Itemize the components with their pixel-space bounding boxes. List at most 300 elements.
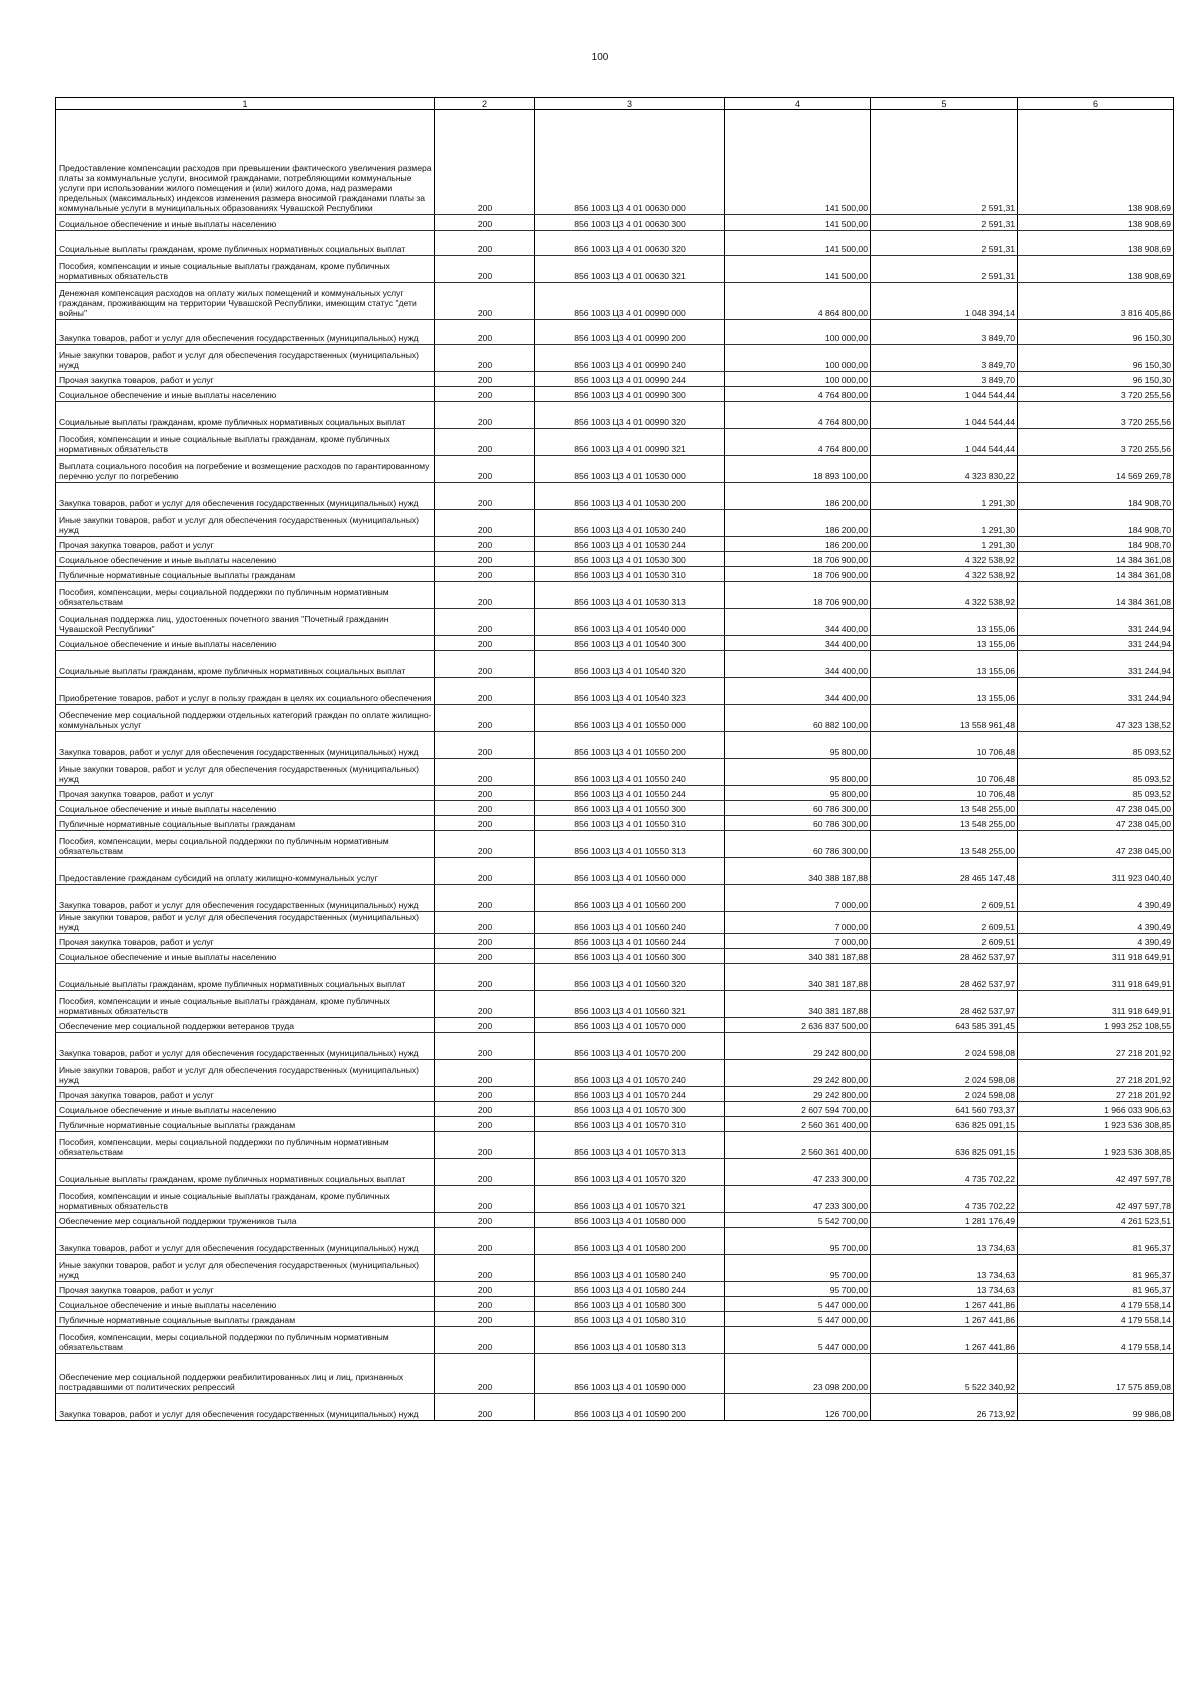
cell-executed: 13 548 255,00: [871, 831, 1018, 858]
cell-name: Закупка товаров, работ и услуг для обеспечения государственных (муниципальных) нужд: [56, 885, 435, 912]
cell-approved: 18 706 900,00: [725, 567, 871, 582]
cell-approved: 47 233 300,00: [725, 1186, 871, 1213]
cell-executed: 13 558 961,48: [871, 705, 1018, 732]
cell-executed: 2 591,31: [871, 256, 1018, 283]
table-row: [56, 567, 1174, 582]
cell-approved: 95 700,00: [725, 1282, 871, 1297]
cell-line-code: 200: [435, 609, 535, 636]
table-row: [56, 831, 1174, 858]
cell-unexecuted: 184 908,70: [1018, 510, 1174, 537]
cell-executed: 1 044 544,44: [871, 387, 1018, 402]
cell-budget-code: 856 1003 Ц3 4 01 10580 200: [535, 1228, 725, 1255]
cell-budget-code: 856 1003 Ц3 4 01 10570 300: [535, 1102, 725, 1117]
table-row: [56, 759, 1174, 786]
cell-unexecuted: 311 918 649,91: [1018, 991, 1174, 1018]
cell-executed: 28 465 147,48: [871, 858, 1018, 885]
cell-executed: 13 155,06: [871, 678, 1018, 705]
cell-unexecuted: 3 720 255,56: [1018, 429, 1174, 456]
cell-executed: 1 267 441,86: [871, 1327, 1018, 1354]
cell-budget-code: 856 1003 Ц3 4 01 10590 200: [535, 1394, 725, 1421]
cell-approved: 100 000,00: [725, 345, 871, 372]
table-row: [56, 1060, 1174, 1087]
cell-approved: 95 800,00: [725, 732, 871, 759]
cell-line-code: 200: [435, 1255, 535, 1282]
cell-budget-code: 856 1003 Ц3 4 01 10580 313: [535, 1327, 725, 1354]
table-row: [56, 429, 1174, 456]
cell-unexecuted: 138 908,69: [1018, 256, 1174, 283]
cell-line-code: 200: [435, 215, 535, 231]
cell-executed: 2 609,51: [871, 934, 1018, 949]
cell-unexecuted: 3 720 255,56: [1018, 387, 1174, 402]
cell-line-code: 200: [435, 759, 535, 786]
table-row: [56, 1327, 1174, 1354]
cell-approved: 141 500,00: [725, 231, 871, 256]
table-row: [56, 456, 1174, 483]
table-row: [56, 1297, 1174, 1312]
cell-unexecuted: 81 965,37: [1018, 1228, 1174, 1255]
cell-unexecuted: 311 923 040,40: [1018, 858, 1174, 885]
cell-budget-code: 856 1003 Ц3 4 01 10540 300: [535, 636, 725, 651]
cell-name: Иные закупки товаров, работ и услуг для обеспечения государственных (муниципальных) нужд: [56, 345, 435, 372]
table-row: [56, 912, 1174, 934]
table-row: [56, 885, 1174, 912]
cell-unexecuted: 47 323 138,52: [1018, 705, 1174, 732]
cell-budget-code: 856 1003 Ц3 4 01 10580 310: [535, 1312, 725, 1327]
cell-line-code: 200: [435, 1132, 535, 1159]
table-row: [56, 964, 1174, 991]
cell-approved: 60 786 300,00: [725, 831, 871, 858]
cell-name: Обеспечение мер социальной поддержки отдельных категорий граждан по оплате жилищно-коммунальных услуг: [56, 705, 435, 732]
cell-approved: 2 607 594 700,00: [725, 1102, 871, 1117]
cell-name: Публичные нормативные социальные выплаты гражданам: [56, 1117, 435, 1132]
cell-line-code: 200: [435, 1282, 535, 1297]
cell-budget-code: 856 1003 Ц3 4 01 10560 244: [535, 934, 725, 949]
cell-executed: 641 560 793,37: [871, 1102, 1018, 1117]
cell-name: Пособия, компенсации, меры социальной поддержки по публичным нормативным обязательствам: [56, 1327, 435, 1354]
cell-line-code: 200: [435, 801, 535, 816]
cell-name: Обеспечение мер социальной поддержки реабилитированных лиц и лиц, признанных пострадавшими от политических репрессий: [56, 1354, 435, 1394]
cell-name: Предоставление компенсации расходов при превышении фактического увеличения размера платы за коммунальные услуги, вносимой гражданами, потребляющими коммунальные услуги при использовании жилого помещения и (или) жилого дома, над размерами предельных (максимальных) индексов изменения размера вносимой гражданами платы за коммунальные услуги в муниципальных образованиях Чувашской Республики: [56, 110, 435, 215]
cell-approved: 100 000,00: [725, 372, 871, 387]
cell-executed: 636 825 091,15: [871, 1117, 1018, 1132]
table-row: [56, 934, 1174, 949]
cell-budget-code: 856 1003 Ц3 4 01 10570 000: [535, 1018, 725, 1033]
cell-executed: 1 291,30: [871, 483, 1018, 510]
cell-line-code: 200: [435, 537, 535, 552]
cell-line-code: 200: [435, 552, 535, 567]
cell-budget-code: 856 1003 Ц3 4 01 00990 321: [535, 429, 725, 456]
cell-name: Публичные нормативные социальные выплаты гражданам: [56, 1312, 435, 1327]
cell-line-code: 200: [435, 1354, 535, 1394]
cell-approved: 60 882 100,00: [725, 705, 871, 732]
table-row: [56, 1087, 1174, 1102]
table-row: [56, 345, 1174, 372]
cell-executed: 3 849,70: [871, 320, 1018, 345]
cell-name: Пособия, компенсации, меры социальной поддержки по публичным нормативным обязательствам: [56, 1132, 435, 1159]
cell-name: Социальные выплаты гражданам, кроме публичных нормативных социальных выплат: [56, 964, 435, 991]
cell-approved: 340 381 187,88: [725, 991, 871, 1018]
cell-unexecuted: 4 390,49: [1018, 912, 1174, 934]
table-row: [56, 402, 1174, 429]
cell-unexecuted: 14 384 361,08: [1018, 552, 1174, 567]
cell-name: Закупка товаров, работ и услуг для обеспечения государственных (муниципальных) нужд: [56, 1228, 435, 1255]
cell-executed: 4 322 538,92: [871, 552, 1018, 567]
cell-line-code: 200: [435, 885, 535, 912]
table-row: [56, 110, 1174, 215]
cell-line-code: 200: [435, 567, 535, 582]
cell-executed: 2 591,31: [871, 215, 1018, 231]
cell-line-code: 200: [435, 483, 535, 510]
cell-unexecuted: 4 390,49: [1018, 934, 1174, 949]
cell-line-code: 200: [435, 1060, 535, 1087]
cell-name: Выплата социального пособия на погребение и возмещение расходов по гарантированному перечню услуг по погребению: [56, 456, 435, 483]
table-body: [56, 110, 1174, 1421]
cell-approved: 95 700,00: [725, 1228, 871, 1255]
cell-approved: 344 400,00: [725, 678, 871, 705]
table-row: [56, 1312, 1174, 1327]
cell-name: Социальные выплаты гражданам, кроме публичных нормативных социальных выплат: [56, 651, 435, 678]
table-row: [56, 1159, 1174, 1186]
cell-unexecuted: 47 238 045,00: [1018, 801, 1174, 816]
cell-unexecuted: 311 918 649,91: [1018, 964, 1174, 991]
cell-executed: 13 734,63: [871, 1255, 1018, 1282]
table-row: [56, 1394, 1174, 1421]
cell-unexecuted: 47 238 045,00: [1018, 831, 1174, 858]
cell-name: Закупка товаров, работ и услуг для обеспечения государственных (муниципальных) нужд: [56, 1033, 435, 1060]
cell-approved: 344 400,00: [725, 636, 871, 651]
cell-executed: 26 713,92: [871, 1394, 1018, 1421]
cell-unexecuted: 14 569 269,78: [1018, 456, 1174, 483]
cell-unexecuted: 85 093,52: [1018, 732, 1174, 759]
cell-approved: 60 786 300,00: [725, 801, 871, 816]
table-row: [56, 732, 1174, 759]
cell-budget-code: 856 1003 Ц3 4 01 10530 313: [535, 582, 725, 609]
cell-line-code: 200: [435, 1087, 535, 1102]
cell-line-code: 200: [435, 387, 535, 402]
cell-line-code: 200: [435, 732, 535, 759]
cell-approved: 95 800,00: [725, 786, 871, 801]
cell-name: Иные закупки товаров, работ и услуг для обеспечения государственных (муниципальных) нужд: [56, 510, 435, 537]
cell-unexecuted: 138 908,69: [1018, 110, 1174, 215]
table-row: [56, 786, 1174, 801]
table-row: [56, 636, 1174, 651]
cell-approved: 7 000,00: [725, 912, 871, 934]
cell-unexecuted: 138 908,69: [1018, 215, 1174, 231]
cell-approved: 141 500,00: [725, 215, 871, 231]
cell-executed: 4 735 702,22: [871, 1159, 1018, 1186]
cell-unexecuted: 85 093,52: [1018, 786, 1174, 801]
cell-unexecuted: 14 384 361,08: [1018, 567, 1174, 582]
cell-budget-code: 856 1003 Ц3 4 01 10550 240: [535, 759, 725, 786]
cell-line-code: 200: [435, 510, 535, 537]
cell-executed: 2 591,31: [871, 110, 1018, 215]
cell-budget-code: 856 1003 Ц3 4 01 10580 240: [535, 1255, 725, 1282]
cell-unexecuted: 3 816 405,86: [1018, 283, 1174, 320]
cell-approved: 100 000,00: [725, 320, 871, 345]
cell-budget-code: 856 1003 Ц3 4 01 10560 000: [535, 858, 725, 885]
cell-budget-code: 856 1003 Ц3 4 01 10530 300: [535, 552, 725, 567]
cell-executed: 636 825 091,15: [871, 1132, 1018, 1159]
table-row: [56, 1255, 1174, 1282]
cell-budget-code: 856 1003 Ц3 4 01 10550 000: [535, 705, 725, 732]
cell-line-code: 200: [435, 1033, 535, 1060]
cell-line-code: 200: [435, 345, 535, 372]
cell-approved: 18 893 100,00: [725, 456, 871, 483]
table-row: [56, 552, 1174, 567]
cell-name: Прочая закупка товаров, работ и услуг: [56, 786, 435, 801]
cell-approved: 141 500,00: [725, 110, 871, 215]
cell-executed: 28 462 537,97: [871, 949, 1018, 964]
cell-unexecuted: 1 923 536 308,85: [1018, 1132, 1174, 1159]
cell-approved: 18 706 900,00: [725, 552, 871, 567]
cell-budget-code: 856 1003 Ц3 4 01 00630 300: [535, 215, 725, 231]
column-header-3: 3: [535, 98, 725, 110]
cell-approved: 344 400,00: [725, 609, 871, 636]
cell-executed: 2 609,51: [871, 912, 1018, 934]
cell-line-code: 200: [435, 582, 535, 609]
cell-executed: 3 849,70: [871, 372, 1018, 387]
cell-unexecuted: 1 993 252 108,55: [1018, 1018, 1174, 1033]
cell-executed: 13 548 255,00: [871, 816, 1018, 831]
cell-name: Закупка товаров, работ и услуг для обеспечения государственных (муниципальных) нужд: [56, 320, 435, 345]
cell-name: Денежная компенсация расходов на оплату жилых помещений и коммунальных услуг гражданам, проживающим на территории Чувашской Республики, имеющим статус "дети войны": [56, 283, 435, 320]
column-header-1: 1: [56, 98, 435, 110]
cell-approved: 4 764 800,00: [725, 387, 871, 402]
cell-approved: 29 242 800,00: [725, 1060, 871, 1087]
table-row: [56, 483, 1174, 510]
cell-executed: 28 462 537,97: [871, 964, 1018, 991]
cell-unexecuted: 42 497 597,78: [1018, 1186, 1174, 1213]
table-row: [56, 1132, 1174, 1159]
table-row: [56, 1018, 1174, 1033]
cell-name: Прочая закупка товаров, работ и услуг: [56, 1087, 435, 1102]
cell-executed: 2 024 598,08: [871, 1087, 1018, 1102]
cell-name: Прочая закупка товаров, работ и услуг: [56, 537, 435, 552]
table-row: [56, 1033, 1174, 1060]
cell-unexecuted: 1 966 033 906,63: [1018, 1102, 1174, 1117]
cell-unexecuted: 4 179 558,14: [1018, 1297, 1174, 1312]
cell-line-code: 200: [435, 1297, 535, 1312]
cell-approved: 344 400,00: [725, 651, 871, 678]
table-row: [56, 609, 1174, 636]
cell-executed: 643 585 391,45: [871, 1018, 1018, 1033]
cell-budget-code: 856 1003 Ц3 4 01 10540 323: [535, 678, 725, 705]
cell-name: Публичные нормативные социальные выплаты гражданам: [56, 816, 435, 831]
cell-approved: 47 233 300,00: [725, 1159, 871, 1186]
table-row: [56, 283, 1174, 320]
cell-executed: 1 267 441,86: [871, 1297, 1018, 1312]
cell-line-code: 200: [435, 429, 535, 456]
cell-unexecuted: 138 908,69: [1018, 231, 1174, 256]
cell-executed: 13 155,06: [871, 651, 1018, 678]
cell-line-code: 200: [435, 1018, 535, 1033]
cell-budget-code: 856 1003 Ц3 4 01 10530 200: [535, 483, 725, 510]
cell-executed: 3 849,70: [871, 345, 1018, 372]
cell-line-code: 200: [435, 912, 535, 934]
cell-budget-code: 856 1003 Ц3 4 01 10530 310: [535, 567, 725, 582]
cell-unexecuted: 331 244,94: [1018, 636, 1174, 651]
cell-line-code: 200: [435, 705, 535, 732]
cell-approved: 2 560 361 400,00: [725, 1117, 871, 1132]
cell-budget-code: 856 1003 Ц3 4 01 00990 000: [535, 283, 725, 320]
table-row: [56, 1213, 1174, 1228]
cell-name: Прочая закупка товаров, работ и услуг: [56, 1282, 435, 1297]
cell-budget-code: 856 1003 Ц3 4 01 00990 200: [535, 320, 725, 345]
cell-approved: 141 500,00: [725, 256, 871, 283]
cell-unexecuted: 331 244,94: [1018, 651, 1174, 678]
cell-name: Обеспечение мер социальной поддержки тружеников тыла: [56, 1213, 435, 1228]
cell-approved: 126 700,00: [725, 1394, 871, 1421]
cell-name: Социальная поддержка лиц, удостоенных почетного звания "Почетный гражданин Чувашской Республики": [56, 609, 435, 636]
cell-approved: 340 388 187,88: [725, 858, 871, 885]
cell-unexecuted: 27 218 201,92: [1018, 1060, 1174, 1087]
column-header-5: 5: [871, 98, 1018, 110]
cell-unexecuted: 4 390,49: [1018, 885, 1174, 912]
cell-budget-code: 856 1003 Ц3 4 01 10530 244: [535, 537, 725, 552]
cell-executed: 1 044 544,44: [871, 429, 1018, 456]
cell-approved: 95 800,00: [725, 759, 871, 786]
table-row: [56, 320, 1174, 345]
cell-budget-code: 856 1003 Ц3 4 01 10560 300: [535, 949, 725, 964]
table-row: [56, 1186, 1174, 1213]
cell-executed: 1 044 544,44: [871, 402, 1018, 429]
cell-name: Приобретение товаров, работ и услуг в пользу граждан в целях их социального обеспечения: [56, 678, 435, 705]
table-row: [56, 705, 1174, 732]
table-row: [56, 816, 1174, 831]
cell-budget-code: 856 1003 Ц3 4 01 10570 240: [535, 1060, 725, 1087]
cell-unexecuted: 27 218 201,92: [1018, 1087, 1174, 1102]
cell-name: Иные закупки товаров, работ и услуг для обеспечения государственных (муниципальных) нужд: [56, 1255, 435, 1282]
cell-name: Социальное обеспечение и иные выплаты населению: [56, 387, 435, 402]
cell-line-code: 200: [435, 816, 535, 831]
cell-budget-code: 856 1003 Ц3 4 01 10570 321: [535, 1186, 725, 1213]
cell-line-code: 200: [435, 1117, 535, 1132]
cell-approved: 186 200,00: [725, 537, 871, 552]
cell-unexecuted: 331 244,94: [1018, 609, 1174, 636]
cell-line-code: 200: [435, 636, 535, 651]
cell-line-code: 200: [435, 1228, 535, 1255]
cell-budget-code: 856 1003 Ц3 4 01 10540 320: [535, 651, 725, 678]
cell-executed: 1 048 394,14: [871, 283, 1018, 320]
cell-line-code: 200: [435, 456, 535, 483]
cell-budget-code: 856 1003 Ц3 4 01 10550 244: [535, 786, 725, 801]
cell-budget-code: 856 1003 Ц3 4 01 10550 313: [535, 831, 725, 858]
cell-unexecuted: 311 918 649,91: [1018, 949, 1174, 964]
table-row: [56, 1228, 1174, 1255]
table-row: [56, 582, 1174, 609]
cell-budget-code: 856 1003 Ц3 4 01 10590 000: [535, 1354, 725, 1394]
cell-line-code: 200: [435, 1102, 535, 1117]
cell-line-code: 200: [435, 1394, 535, 1421]
cell-unexecuted: 331 244,94: [1018, 678, 1174, 705]
cell-executed: 4 323 830,22: [871, 456, 1018, 483]
cell-approved: 2 636 837 500,00: [725, 1018, 871, 1033]
cell-unexecuted: 17 575 859,08: [1018, 1354, 1174, 1394]
cell-line-code: 200: [435, 1312, 535, 1327]
table-row: [56, 991, 1174, 1018]
cell-unexecuted: 99 986,08: [1018, 1394, 1174, 1421]
cell-name: Иные закупки товаров, работ и услуг для обеспечения государственных (муниципальных) нужд: [56, 1060, 435, 1087]
cell-name: Закупка товаров, работ и услуг для обеспечения государственных (муниципальных) нужд: [56, 483, 435, 510]
table-row: [56, 215, 1174, 231]
cell-name: Социальные выплаты гражданам, кроме публичных нормативных социальных выплат: [56, 402, 435, 429]
table-row: [56, 537, 1174, 552]
cell-executed: 28 462 537,97: [871, 991, 1018, 1018]
cell-approved: 186 200,00: [725, 510, 871, 537]
table-row: [56, 678, 1174, 705]
cell-name: Публичные нормативные социальные выплаты гражданам: [56, 567, 435, 582]
cell-line-code: 200: [435, 651, 535, 678]
cell-approved: 18 706 900,00: [725, 582, 871, 609]
cell-approved: 5 447 000,00: [725, 1297, 871, 1312]
cell-name: Пособия, компенсации и иные социальные выплаты гражданам, кроме публичных нормативных обязательств: [56, 991, 435, 1018]
cell-budget-code: 856 1003 Ц3 4 01 10550 300: [535, 801, 725, 816]
budget-execution-table: [55, 97, 1174, 1421]
cell-line-code: 200: [435, 949, 535, 964]
cell-approved: 4 764 800,00: [725, 402, 871, 429]
cell-name: Пособия, компенсации и иные социальные выплаты гражданам, кроме публичных нормативных обязательств: [56, 256, 435, 283]
cell-line-code: 200: [435, 372, 535, 387]
cell-executed: 2 609,51: [871, 885, 1018, 912]
cell-approved: 95 700,00: [725, 1255, 871, 1282]
table-row: [56, 387, 1174, 402]
cell-line-code: 200: [435, 1186, 535, 1213]
cell-name: Социальное обеспечение и иные выплаты населению: [56, 636, 435, 651]
cell-budget-code: 856 1003 Ц3 4 01 10560 240: [535, 912, 725, 934]
cell-name: Иные закупки товаров, работ и услуг для обеспечения государственных (муниципальных) нужд: [56, 759, 435, 786]
cell-name: Пособия, компенсации и иные социальные выплаты гражданам, кроме публичных нормативных обязательств: [56, 1186, 435, 1213]
cell-unexecuted: 42 497 597,78: [1018, 1159, 1174, 1186]
cell-unexecuted: 14 384 361,08: [1018, 582, 1174, 609]
cell-budget-code: 856 1003 Ц3 4 01 10540 000: [535, 609, 725, 636]
cell-name: Пособия, компенсации, меры социальной поддержки по публичным нормативным обязательствам: [56, 831, 435, 858]
table-row: [56, 372, 1174, 387]
cell-approved: 29 242 800,00: [725, 1033, 871, 1060]
cell-executed: 4 322 538,92: [871, 582, 1018, 609]
table-row: [56, 256, 1174, 283]
cell-line-code: 200: [435, 1327, 535, 1354]
cell-unexecuted: 4 261 523,51: [1018, 1213, 1174, 1228]
cell-unexecuted: 1 923 536 308,85: [1018, 1117, 1174, 1132]
cell-unexecuted: 184 908,70: [1018, 483, 1174, 510]
cell-name: Социальные выплаты гражданам, кроме публичных нормативных социальных выплат: [56, 1159, 435, 1186]
cell-approved: 4 764 800,00: [725, 429, 871, 456]
cell-line-code: 200: [435, 786, 535, 801]
cell-unexecuted: 47 238 045,00: [1018, 816, 1174, 831]
cell-executed: 13 155,06: [871, 636, 1018, 651]
cell-budget-code: 856 1003 Ц3 4 01 00990 320: [535, 402, 725, 429]
table-row: [56, 949, 1174, 964]
cell-name: Обеспечение мер социальной поддержки ветеранов труда: [56, 1018, 435, 1033]
cell-budget-code: 856 1003 Ц3 4 01 10550 200: [535, 732, 725, 759]
cell-budget-code: 856 1003 Ц3 4 01 10570 313: [535, 1132, 725, 1159]
cell-approved: 23 098 200,00: [725, 1354, 871, 1394]
cell-name: Социальное обеспечение и иные выплаты населению: [56, 1102, 435, 1117]
cell-unexecuted: 184 908,70: [1018, 537, 1174, 552]
cell-budget-code: 856 1003 Ц3 4 01 10570 310: [535, 1117, 725, 1132]
cell-line-code: 200: [435, 964, 535, 991]
cell-unexecuted: 4 179 558,14: [1018, 1312, 1174, 1327]
cell-executed: 10 706,48: [871, 759, 1018, 786]
cell-line-code: 200: [435, 858, 535, 885]
column-header-2: 2: [435, 98, 535, 110]
cell-executed: 13 155,06: [871, 609, 1018, 636]
cell-budget-code: 856 1003 Ц3 4 01 10580 244: [535, 1282, 725, 1297]
cell-executed: 13 734,63: [871, 1282, 1018, 1297]
table-row: [56, 1354, 1174, 1394]
cell-budget-code: 856 1003 Ц3 4 01 10550 310: [535, 816, 725, 831]
cell-name: Прочая закупка товаров, работ и услуг: [56, 372, 435, 387]
